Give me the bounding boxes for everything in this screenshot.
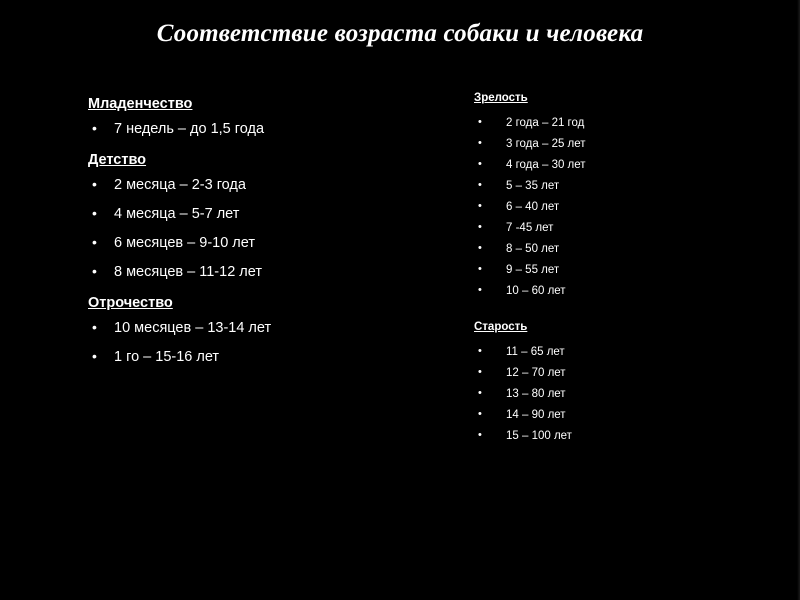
group-childhood	[88, 152, 418, 281]
bullet-icon: •	[478, 200, 482, 212]
bullet-icon: •	[478, 116, 482, 128]
group-old-age	[474, 321, 774, 443]
list-item	[474, 430, 774, 443]
list-item-label: 14 – 90 лет	[506, 409, 566, 421]
list-item-label: 10 месяцев – 13-14 лет	[114, 320, 272, 336]
bullet-icon: •	[478, 284, 482, 296]
bullet-icon: •	[478, 263, 482, 275]
list-item-label: 4 года – 30 лет	[506, 159, 586, 171]
list-item	[88, 264, 418, 281]
bullet-icon: •	[478, 387, 482, 399]
group-heading: Отрочество	[88, 295, 173, 311]
list-item	[474, 346, 774, 359]
group-heading: Старость	[474, 321, 528, 333]
list-item	[474, 201, 774, 214]
group-list	[88, 177, 418, 281]
group-maturity	[474, 92, 774, 298]
list-item	[88, 235, 418, 252]
list-item	[474, 243, 774, 256]
bullet-icon: •	[478, 242, 482, 254]
bullet-icon: •	[478, 408, 482, 420]
group-heading: Младенчество	[88, 96, 193, 112]
page-title: Соответствие возраста собаки и человека	[156, 20, 644, 47]
bullet-icon: •	[92, 319, 97, 335]
bullet-icon: •	[92, 348, 97, 364]
list-item	[474, 367, 774, 380]
list-item	[474, 285, 774, 298]
list-item	[474, 117, 774, 130]
group-list	[88, 320, 418, 366]
list-item-label: 10 – 60 лет	[506, 285, 566, 297]
bullet-icon: •	[92, 205, 97, 221]
list-item-label: 13 – 80 лет	[506, 388, 566, 400]
bullet-icon: •	[478, 345, 482, 357]
bullet-icon: •	[92, 120, 97, 136]
group-heading: Детство	[88, 152, 147, 168]
list-item-label: 2 года – 21 год	[506, 117, 585, 129]
list-item	[474, 264, 774, 277]
bullet-icon: •	[478, 179, 482, 191]
bullet-icon: •	[478, 158, 482, 170]
list-item-label: 9 – 55 лет	[506, 264, 560, 276]
list-item-label: 6 месяцев – 9-10 лет	[114, 235, 255, 251]
list-item-label: 7 недель – до 1,5 года	[114, 121, 265, 137]
group-list	[474, 346, 774, 443]
right-content-column	[474, 92, 774, 451]
list-item	[88, 121, 418, 138]
list-item	[88, 206, 418, 223]
group-list	[474, 117, 774, 298]
list-item	[474, 388, 774, 401]
list-item-label: 2 месяца – 2-3 года	[114, 177, 246, 193]
list-item-label: 7 -45 лет	[506, 222, 554, 234]
list-item-label: 6 – 40 лет	[506, 201, 560, 213]
list-item-label: 11 – 65 лет	[506, 346, 565, 358]
list-item-label: 4 месяца – 5-7 лет	[114, 206, 240, 222]
list-item-label: 8 – 50 лет	[506, 243, 560, 255]
list-item-label: 15 – 100 лет	[506, 430, 572, 442]
list-item	[88, 349, 418, 366]
bullet-icon: •	[478, 137, 482, 149]
group-infancy	[88, 96, 418, 138]
list-item-label: 8 месяцев – 11-12 лет	[114, 264, 262, 280]
group-adolescence	[88, 295, 418, 366]
list-item	[474, 159, 774, 172]
list-item	[474, 222, 774, 235]
list-item	[88, 320, 418, 337]
bullet-icon: •	[478, 366, 482, 378]
bullet-icon: •	[478, 429, 482, 441]
left-content-column	[88, 96, 418, 380]
group-heading: Зрелость	[474, 92, 528, 104]
bullet-icon: •	[92, 263, 97, 279]
bullet-icon: •	[92, 176, 97, 192]
list-item	[474, 409, 774, 422]
group-list	[88, 121, 418, 138]
bullet-icon: •	[92, 234, 97, 250]
list-item-label: 5 – 35 лет	[506, 180, 560, 192]
list-item	[88, 177, 418, 194]
list-item-label: 3 года – 25 лет	[506, 138, 586, 150]
list-item	[474, 180, 774, 193]
list-item-label: 1 го – 15-16 лет	[114, 349, 220, 365]
list-item-label: 12 – 70 лет	[506, 367, 566, 379]
bullet-icon: •	[478, 221, 482, 233]
list-item	[474, 138, 774, 151]
